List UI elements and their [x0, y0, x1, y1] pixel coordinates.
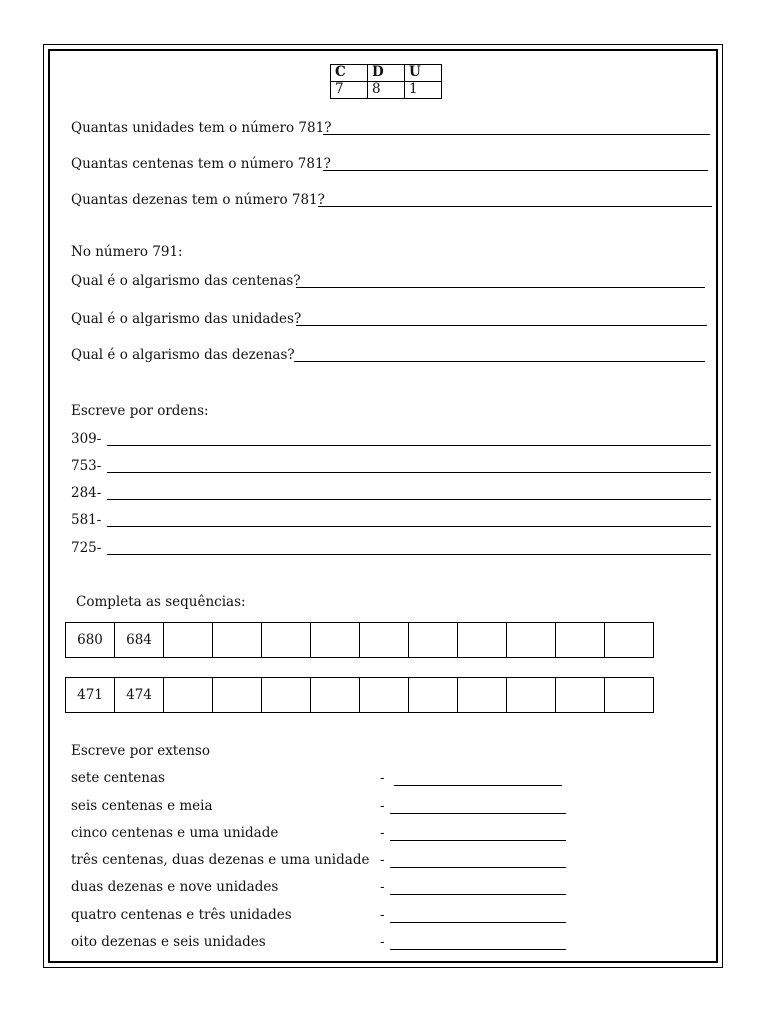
- orders-number: 284-: [71, 485, 102, 501]
- answer-line[interactable]: [390, 867, 566, 868]
- extenso-title: Escreve por extenso: [71, 743, 210, 759]
- extenso-item: duas dezenas e nove unidades: [71, 879, 279, 895]
- sequence-blank[interactable]: [605, 623, 654, 658]
- value-dezenas: 8: [368, 82, 405, 99]
- sequence-blank[interactable]: [507, 623, 556, 658]
- answer-line[interactable]: [107, 472, 711, 473]
- question-781-dezenas: Quantas dezenas tem o número 781?: [71, 192, 325, 208]
- question-791-centenas: Qual é o algarismo das centenas?: [71, 273, 301, 289]
- extenso-item: quatro centenas e três unidades: [71, 907, 292, 923]
- extenso-item: seis centenas e meia: [71, 798, 213, 814]
- sequence-cell: 684: [115, 623, 164, 658]
- answer-line[interactable]: [318, 206, 712, 207]
- sequence-row: [65, 677, 654, 713]
- extenso-dash: -: [380, 852, 385, 868]
- answer-line[interactable]: [390, 813, 566, 814]
- answer-line[interactable]: [323, 134, 710, 135]
- answer-line[interactable]: [390, 894, 566, 895]
- sequence-blank[interactable]: [556, 623, 605, 658]
- question-791-unidades: Qual é o algarismo das unidades?: [71, 311, 302, 327]
- header-centenas: C: [331, 65, 368, 82]
- question-791-dezenas: Qual é o algarismo das dezenas?: [71, 347, 295, 363]
- sequence-blank[interactable]: [507, 678, 556, 713]
- question-781-unidades: Quantas unidades tem o número 781?: [71, 120, 332, 136]
- answer-line[interactable]: [390, 840, 566, 841]
- orders-number: 309-: [71, 431, 102, 447]
- header-dezenas: D: [368, 65, 405, 82]
- answer-line[interactable]: [390, 949, 566, 950]
- sequence-cell: 471: [66, 678, 115, 713]
- sequence-blank[interactable]: [605, 678, 654, 713]
- orders-number: 581-: [71, 512, 102, 528]
- sequence-blank[interactable]: [409, 678, 458, 713]
- answer-line[interactable]: [296, 287, 705, 288]
- orders-number: 725-: [71, 540, 102, 556]
- number-791-intro: No número 791:: [71, 244, 183, 260]
- sequence-cell: 474: [115, 678, 164, 713]
- sequence-blank[interactable]: [556, 678, 605, 713]
- sequence-blank[interactable]: [213, 678, 262, 713]
- extenso-item: sete centenas: [71, 770, 165, 786]
- place-value-table: [330, 64, 442, 99]
- answer-line[interactable]: [390, 922, 566, 923]
- sequence-blank[interactable]: [360, 623, 409, 658]
- extenso-item: três centenas, duas dezenas e uma unidade: [71, 852, 370, 868]
- sequence-blank[interactable]: [458, 678, 507, 713]
- orders-number: 753-: [71, 458, 102, 474]
- sequence-blank[interactable]: [262, 678, 311, 713]
- sequence-cell: 680: [66, 623, 115, 658]
- orders-title: Escreve por ordens:: [71, 403, 209, 419]
- header-unidades: U: [405, 65, 442, 82]
- sequence-blank[interactable]: [262, 623, 311, 658]
- extenso-dash: -: [380, 879, 385, 895]
- sequence-blank[interactable]: [213, 623, 262, 658]
- sequences-title: Completa as sequências:: [76, 594, 246, 610]
- sequence-blank[interactable]: [311, 623, 360, 658]
- answer-line[interactable]: [296, 325, 707, 326]
- answer-line[interactable]: [107, 526, 711, 527]
- extenso-dash: -: [380, 770, 385, 786]
- answer-line[interactable]: [294, 361, 705, 362]
- extenso-dash: -: [380, 825, 385, 841]
- answer-line[interactable]: [107, 554, 711, 555]
- extenso-dash: -: [380, 798, 385, 814]
- value-unidades: 1: [405, 82, 442, 99]
- extenso-item: cinco centenas e uma unidade: [71, 825, 279, 841]
- sequence-blank[interactable]: [458, 623, 507, 658]
- sequence-row: [65, 622, 654, 658]
- question-781-centenas: Quantas centenas tem o número 781?: [71, 156, 331, 172]
- answer-line[interactable]: [107, 499, 711, 500]
- sequence-blank[interactable]: [164, 623, 213, 658]
- sequence-blank[interactable]: [164, 678, 213, 713]
- value-centenas: 7: [331, 82, 368, 99]
- answer-line[interactable]: [323, 170, 708, 171]
- sequence-blank[interactable]: [311, 678, 360, 713]
- extenso-dash: -: [380, 934, 385, 950]
- extenso-item: oito dezenas e seis unidades: [71, 934, 266, 950]
- answer-line[interactable]: [107, 445, 711, 446]
- sequence-blank[interactable]: [360, 678, 409, 713]
- extenso-dash: -: [380, 907, 385, 923]
- answer-line[interactable]: [394, 785, 562, 786]
- sequence-blank[interactable]: [409, 623, 458, 658]
